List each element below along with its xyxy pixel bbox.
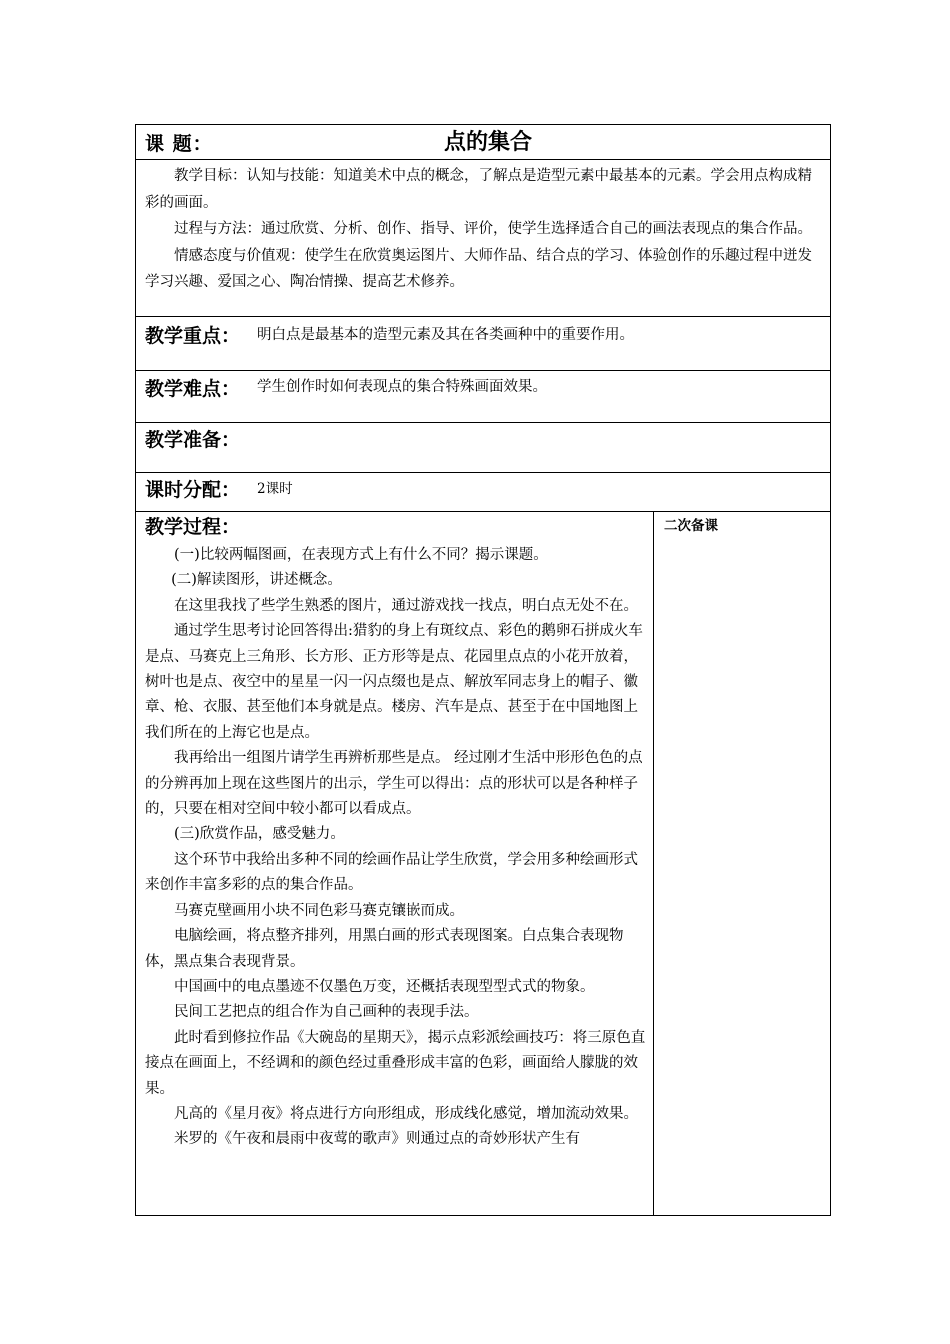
key-point-value: 明白点是最基本的造型元素及其在各类画种中的重要作用。 [257, 327, 634, 343]
objective-paragraph: 情感态度与价值观：使学生在欣赏奥运图片、大师作品、结合点的学习、体验创作的乐趣过程中迸发学习兴趣、爱国之心、陶冶情操、提高艺术修养。 [145, 247, 812, 290]
process-body [145, 543, 647, 1153]
process-label: 教学过程： [145, 516, 241, 538]
difficulty-label: 教学难点： [145, 378, 241, 400]
process-paragraph: 米罗的《午夜和晨雨中夜莺的歌声》则通过点的奇妙形状产生有 [174, 1131, 580, 1148]
objective-paragraph: 教学目标：认知与技能：知道美术中点的概念，了解点是造型元素中最基本的元素。学会用点构成精彩的画面。 [145, 168, 812, 211]
process-paragraph: 通过学生思考讨论回答得出:猎豹的身上有斑纹点、彩色的鹅卵石拼成火车是点、马赛克上三角形、长方形、正方形等是点、花园里点点的小花开放着，树叶也是点、夜空中的星星一闪一闪点缀也是点、解放军同志身上的帽子、徽章、枪、衣服、甚至他们本身就是点。楼房、汽车是点、甚至于在中国地图上我们所在的上海它也是点。 [145, 623, 643, 741]
objective-paragraph: 过程与方法：通过欣赏、分析、创作、指导、评价，使学生选择适合自己的画法表现点的集合作品。 [174, 221, 812, 237]
process-paragraph: 电脑绘画，将点整齐排列，用黑白画的形式表现图案。白点集合表现物体，黑点集合表现背景。 [145, 928, 624, 970]
process-paragraph: 我再给出一组图片请学生再辨析那些是点。 经过刚才生活中形形色色的点的分辨再加上现在这些图片的出示，学生可以得出：点的形状可以是各种样子的，只要在相对空间中较小都可以看成点。 [145, 750, 643, 818]
preparation-label: 教学准备： [145, 429, 241, 451]
preparation-row [136, 423, 830, 473]
process-row [136, 512, 830, 1215]
key-point-row [136, 317, 830, 371]
process-paragraph: 在这里我找了些学生熟悉的图片，通过游戏找一找点，明白点无处不在。 [174, 597, 638, 614]
schedule-label: 课时分配： [145, 479, 241, 501]
schedule-row [136, 473, 830, 512]
process-paragraph: 此时看到修拉作品《大碗岛的星期天》，揭示点彩派绘画技巧：将三原色直接点在画面上，不经调和的颜色经过重叠形成丰富的色彩，画面给人朦胧的效果。 [145, 1029, 646, 1097]
title-divider [136, 159, 830, 160]
title-label: 课 题： [145, 133, 213, 155]
process-paragraph: 这个环节中我给出多种不同的绘画作品让学生欣赏，学会用多种绘画形式来创作丰富多彩的点的集合作品。 [145, 851, 638, 894]
difficulty-row [136, 371, 830, 423]
lesson-plan-table [135, 124, 831, 1216]
process-paragraph: 民间工艺把点的组合作为自己画种的表现手法。 [174, 1004, 479, 1021]
lesson-title: 点的集合 [444, 130, 533, 155]
key-point-label: 教学重点： [145, 325, 241, 347]
title-row [136, 125, 830, 317]
objectives-block [145, 163, 825, 296]
process-paragraph: 凡高的《星月夜》将点进行方向形组成，形成线化感觉，增加流动效果。 [174, 1105, 638, 1122]
process-cell [136, 512, 654, 1215]
difficulty-value: 学生创作时如何表现点的集合特殊画面效果。 [257, 379, 547, 395]
process-paragraph: 马赛克壁画用小块不同色彩马赛克镶嵌而成。 [174, 902, 464, 919]
process-paragraph: (二)解读图形，讲述概念。 [171, 572, 342, 589]
process-paragraph: (三)欣赏作品，感受魅力。 [174, 826, 345, 843]
second-prep-label: 二次备课 [664, 518, 718, 534]
process-paragraph: 中国画中的电点墨迹不仅墨色万变，还概括表现型型式式的物象。 [174, 978, 595, 995]
schedule-value: 2课时 [257, 481, 293, 497]
process-paragraph: (一)比较两幅图画，在表现方式上有什么不同？揭示课题。 [174, 547, 548, 563]
